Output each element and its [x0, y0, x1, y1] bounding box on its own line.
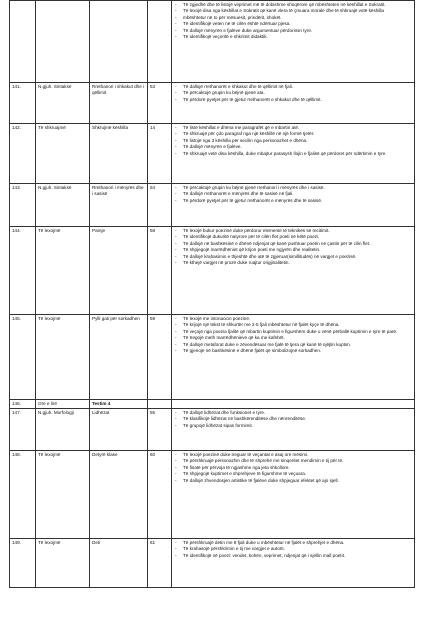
objectives-list [174, 316, 412, 356]
objective-item: - Të grupojë lidhëzat sipas formimit. [174, 423, 412, 430]
table-row [10, 315, 415, 400]
table-row [10, 1, 415, 83]
objective-item: - Të shpjegojë kuptimet e shprehjeve të figurshme të veçuara. [174, 471, 412, 478]
lesson-topic-cell: Testim 4 [90, 400, 148, 409]
objective-item: - Të listë këshillat e dhëna me paragrafët që e mbartin atë. [174, 125, 412, 132]
lesson-type-cell: Të shkruajmë [36, 124, 90, 184]
objectives-cell [172, 451, 415, 539]
objective-item: - Të identifikojë dukuritë natyrore për të cilën flet poeti në këtë poezi. [174, 234, 412, 241]
objectives-list [174, 84, 412, 104]
objective-item: - Të kthejë vargjet në prozë duke ruajtur origjinalitetin. [174, 260, 412, 267]
lesson-number-cell: 141. [10, 83, 36, 124]
lesson-number-cell: 147. [10, 409, 36, 451]
objective-item: - Të lexojë bukur poezinë duke përdorur elemente të teknikës së recitimit. [174, 228, 412, 235]
objective-item: - Të përcaktojë grupin ku bëjnë pjesë ata. [174, 90, 412, 97]
objectives-cell [172, 184, 415, 227]
objectives-list [174, 540, 412, 560]
objective-item: - Të identifikojë veten në të cilën është ndërtuar pjesa. [174, 21, 412, 28]
objective-item: - Të gjenojë në bashkësinë e dhënë fjalët që simbolizojnë sorkadhen. [174, 348, 412, 355]
lesson-topic-cell: Deti [90, 539, 148, 588]
lesson-hours-cell: 55 [148, 409, 172, 451]
objective-item: - Të krahasojë përshkrimin e tij me vargjet e autorit. [174, 546, 412, 553]
table-body [10, 1, 415, 588]
objectives-list [174, 410, 412, 430]
lesson-type-cell: Të lexojmë [36, 227, 90, 315]
lesson-hours-cell: 54 [148, 184, 172, 227]
objectives-list [174, 228, 412, 268]
objective-item: - Të lexojë disa nga këshillat e Sokratit që kanë vlera të çmuara morale dhe të shkruajë vetë këshilla [174, 8, 412, 15]
objectives-list [174, 452, 412, 485]
lesson-type-cell: N.gjuh. Sintaksë [36, 83, 90, 124]
objectives-cell [172, 1, 415, 83]
lesson-type-cell [36, 1, 90, 83]
objectives-list [174, 185, 412, 205]
lesson-number-cell: 148. [10, 451, 36, 539]
objective-item: - Të shpjegojë marrëdhëniet që krijon poeti me ngjyrën dhe realitetin. [174, 247, 412, 254]
table-row [10, 83, 415, 124]
lesson-hours-cell: 53 [148, 83, 172, 124]
lesson-hours-cell: 14 [148, 124, 172, 184]
table-row [10, 227, 415, 315]
lesson-topic-cell: Detyrë klase [90, 451, 148, 539]
lesson-topic-cell: Pamje [90, 227, 148, 315]
lesson-topic-cell: Shkrujmë këshilla [90, 124, 148, 184]
objective-item: - Të dallojë në bashkësinë e dhënë ndjenjat që kanë pushtuar poetin në çastin për të cilin flet. [174, 241, 412, 248]
objective-item: - Të shkruajë vetë disa këshilla, duke mbajtur parasysh llojin e fjalisë që përdoret për ndërtimin e tyre. [174, 151, 412, 158]
lesson-type-cell: Të lexojmë [36, 539, 90, 588]
lesson-type-cell: Ore e lirë [36, 400, 90, 409]
objective-item: - Të dallojë mënyrën e fjalëve. [174, 144, 412, 151]
lesson-hours-cell: 60 [148, 451, 172, 539]
objective-item: - Të dallojë metaforat duke e zëvendësuar me fjalë të tjera që kanë të njëjtin kuptim. [174, 342, 412, 349]
lesson-topic-cell: Pylli gati për sorkadhen [90, 315, 148, 400]
objective-item: - Të shkruajë për çdo paragraf nga një këshillë në një formë tjetër. [174, 131, 412, 138]
lesson-hours-cell [148, 1, 172, 83]
lesson-number-cell: 145. [10, 315, 36, 400]
lesson-number-cell: 146. [10, 400, 36, 409]
objective-item: - Të identifikojë në poezi: vendet, kohën, veprimet, ndjenjat që i sjellin mall poetit. [174, 553, 412, 560]
lesson-type-cell: Të lexojmë [36, 315, 90, 400]
lesson-number-cell: 144. [10, 227, 36, 315]
lesson-type-cell: N.gjuh. Morfologji [36, 409, 90, 451]
curriculum-table [9, 0, 415, 588]
objectives-cell [172, 124, 415, 184]
objective-item: - Të përdorë pyetjet për të gjetur rrethanorët e mënyrës dhe të sasisë. [174, 198, 412, 205]
lesson-topic-cell: Rrethanori i mënyrës dhe i sasisë [90, 184, 148, 227]
table-row [10, 409, 415, 451]
objective-item: - Të dallojë krahasimin e thjeshtë dhe atë të zgjeruar(simillitudës) në vargjet e poezisë. [174, 254, 412, 261]
table-row [10, 539, 415, 588]
objectives-list [174, 125, 412, 158]
lesson-topic-cell: Lidhëzat [90, 409, 148, 451]
objective-item: - Të lexojë me intonacion poezinë. [174, 316, 412, 323]
objective-item: - Të përdorë pyetjet për të gjetur rrethanorët e shkakut dhe të qëllimit. [174, 97, 412, 104]
lesson-number-cell [10, 1, 36, 83]
lesson-topic-cell [90, 1, 148, 83]
objective-item: - Të përcaktojë grupin ku bëjnë pjesë rrethanori i mënyrës dhe i sasisë. [174, 185, 412, 192]
objective-item: - Të fisatë për përvoja të ngjashme nga jeta shkollore. [174, 465, 412, 472]
objectives-cell [172, 83, 415, 124]
lesson-type-cell: N.gjuh. Sintaksë [36, 184, 90, 227]
lesson-hours-cell: 59 [148, 315, 172, 400]
objective-item: - mbështetur në to për mësuesit, prindërit, shokët. [174, 15, 412, 22]
lesson-hours-cell [148, 400, 172, 409]
objectives-cell [172, 315, 415, 400]
objective-item: - Të klasifikojë lidhëzat në bashkërenditëse dhe nënrenditëse. [174, 416, 412, 423]
table-row [10, 451, 415, 539]
table-row [10, 124, 415, 184]
objective-item: - Të lexojë poezinë duke treguar të veçantat e asaj ore mësimi. [174, 452, 412, 459]
objective-item: - Të dallojë rrethanorët e mënyrës dhe të sasisë në fjali. [174, 191, 412, 198]
objectives-cell [172, 400, 415, 409]
objective-item: - Të dallojë zhvendosjen artistike të fjalëve duke shpjeguar efektet që ajo sjell. [174, 478, 412, 485]
objective-item: - Të përshkruajë detin me 8 fjali duke u mbështetur në fjalët e shprehjet e dhëna. [174, 540, 412, 547]
lesson-type-cell: Të lexojmë [36, 451, 90, 539]
objective-item: - Të listojë nga 3 këshilla për secilin nga personazhet e dhëna. [174, 138, 412, 145]
objective-item: - Të dallojë mënyrën e fjalëve duke argumentuar përdorimin tyre. [174, 28, 412, 35]
objective-item: - Të krijojë një tekst të shkurtër me 2-5 fjali mbështetur në fjalët kyçe të dhëna. [174, 322, 412, 329]
objective-item: - Të zgjedhë dhe të listojë veprimet më të dobishme shoqërore që mbështeten në këshillat e Sokratit. [174, 2, 412, 9]
table-row [10, 184, 415, 227]
objective-item: - Të dallojë rrethanorët e shkakut dhe të qëllimit në fjali. [174, 84, 412, 91]
objectives-list [174, 2, 412, 42]
lesson-hours-cell: 58 [148, 227, 172, 315]
lesson-number-cell: 142. [10, 124, 36, 184]
objective-item: - Të tregojë meth marrëdhënieve që ka me kafshët. [174, 335, 412, 342]
objectives-cell [172, 539, 415, 588]
table-row [10, 400, 415, 409]
objectives-cell [172, 227, 415, 315]
lesson-hours-cell: 61 [148, 539, 172, 588]
objective-item: - Të identifikojë veçoritë e shkrimit didaktik. [174, 34, 412, 41]
lesson-topic-cell: Rrethanori i shkakut dhe i qëllimit [90, 83, 148, 124]
objective-item: - Të dallojë lidhëzat dhe funksionet e tyre. [174, 410, 412, 417]
lesson-number-cell: 143. [10, 184, 36, 227]
objectives-cell [172, 409, 415, 451]
objective-item: - Të veçojë nga poezia fjalitë që mbartin kuptimin e figurshëm duke u vënë përballë kuptimin e tyre të parë. [174, 329, 412, 336]
lesson-number-cell: 149. [10, 539, 36, 588]
objective-item: - Të përshkruajë personazhin dhe të shprehë me sinqeritet mendimin e tij për të. [174, 458, 412, 465]
